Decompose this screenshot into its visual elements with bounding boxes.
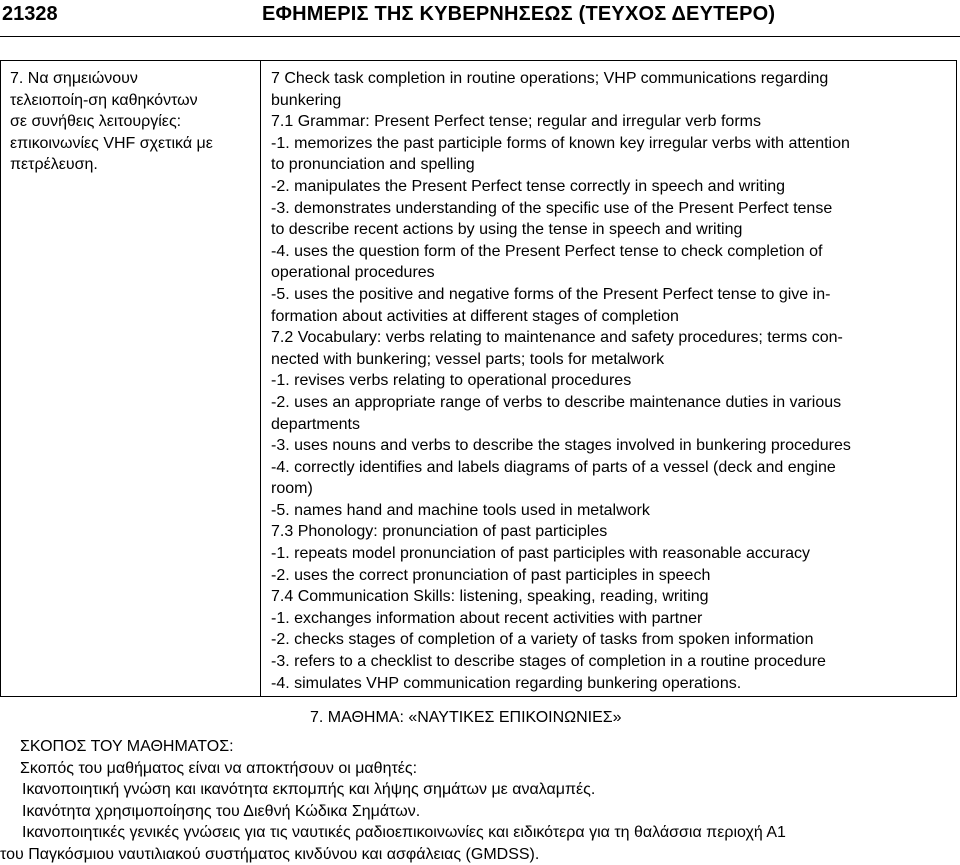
objective-cell	[10, 68, 255, 176]
aim-item: Ικανοποιητικές γενικές γνώσεις για τις ναυτικές ραδιοεπικοινωνίες και ειδικότερα για τη θαλάσσια περιοχή Α1	[0, 822, 960, 844]
aim-item: Ικανοποιητική γνώση και ικανότητα εκπομπής και λήψης σημάτων με αναλαμπές.	[0, 779, 960, 801]
content-line: -1. exchanges information about recent activities with partner	[271, 608, 956, 630]
curriculum-table	[0, 60, 957, 697]
objective-line: σε συνήθεις λειτουργίες:	[10, 111, 255, 133]
content-line: 7.2 Vocabulary: verbs relating to maintenance and safety procedures; terms con-	[271, 327, 956, 349]
journal-title: ΕΦΗΜΕΡΙΣ ΤΗΣ ΚΥΒΕΡΝΗΣΕΩΣ (ΤΕΥΧΟΣ ΔΕΥΤΕΡΟ)	[262, 3, 775, 26]
content-line: -2. checks stages of completion of a variety of tasks from spoken information	[271, 629, 956, 651]
content-line: -1. memorizes the past participle forms of known key irregular verbs with attention	[271, 133, 956, 155]
aims-intro: Σκοπός του μαθήματος είναι να αποκτήσουν οι μαθητές:	[0, 758, 960, 780]
objective-line: 7. Να σημειώνουν	[10, 68, 255, 90]
content-line: departments	[271, 414, 956, 436]
content-line: to describe recent actions by using the tense in speech and writing	[271, 219, 956, 241]
content-line: -2. uses an appropriate range of verbs to describe maintenance duties in various	[271, 392, 956, 414]
content-line: 7.3 Phonology: pronunciation of past participles	[271, 521, 956, 543]
content-line: -3. demonstrates understanding of the specific use of the Present Perfect tense	[271, 198, 956, 220]
content-line: -4. correctly identifies and labels diagrams of parts of a vessel (deck and engine	[271, 457, 956, 479]
content-line: nected with bunkering; vessel parts; tools for metalwork	[271, 349, 956, 371]
content-line: formation about activities at different stages of completion	[271, 306, 956, 328]
objective-line: τελειοποίη-ση καθηκόντων	[10, 90, 255, 112]
objective-line: επικοινωνίες VHF σχετικά με	[10, 133, 255, 155]
content-line: bunkering	[271, 90, 956, 112]
content-line: operational procedures	[271, 262, 956, 284]
content-line: -3. refers to a checklist to describe stages of completion in a routine procedure	[271, 651, 956, 673]
content-line: -1. repeats model pronunciation of past participles with reasonable accuracy	[271, 543, 956, 565]
content-line: -2. manipulates the Present Perfect tense correctly in speech and writing	[271, 176, 956, 198]
content-line: -2. uses the correct pronunciation of past participles in speech	[271, 565, 956, 587]
content-line: to pronunciation and spelling	[271, 154, 956, 176]
content-line: -1. revises verbs relating to operational procedures	[271, 370, 956, 392]
page-number: 21328	[2, 3, 58, 26]
content-line: -5. names hand and machine tools used in metalwork	[271, 500, 956, 522]
content-cell	[271, 68, 956, 694]
aim-item-continuation: του Παγκόσμιου ναυτιλιακού συστήματος κινδύνου και ασφάλειας (GMDSS).	[0, 844, 960, 865]
content-line: -4. simulates VHP communication regarding bunkering operations.	[271, 673, 956, 695]
content-line: -4. uses the question form of the Present Perfect tense to check completion of	[271, 241, 956, 263]
objective-line: πετρέλευση.	[10, 154, 255, 176]
course-aims-section	[0, 736, 960, 865]
content-line: 7 Check task completion in routine operations; VHP communications regarding	[271, 68, 956, 90]
column-divider	[260, 61, 261, 696]
page-header	[0, 0, 960, 37]
content-line: room)	[271, 478, 956, 500]
content-line: 7.1 Grammar: Present Perfect tense; regular and irregular verb forms	[271, 111, 956, 133]
content-line: 7.4 Communication Skills: listening, speaking, reading, writing	[271, 586, 956, 608]
content-line: -3. uses nouns and verbs to describe the stages involved in bunkering procedures	[271, 435, 956, 457]
content-line: -5. uses the positive and negative forms of the Present Perfect tense to give in-	[271, 284, 956, 306]
aim-item: Ικανότητα χρησιμοποίησης του Διεθνή Κώδικα Σημάτων.	[0, 801, 960, 823]
aims-heading: ΣΚΟΠΟΣ ΤΟΥ ΜΑΘΗΜΑΤΟΣ:	[0, 736, 960, 758]
course-title: 7. ΜΑΘΗΜΑ: «ΝΑΥΤΙΚΕΣ ΕΠΙΚΟΙΝΩΝΙΕΣ»	[310, 708, 622, 728]
